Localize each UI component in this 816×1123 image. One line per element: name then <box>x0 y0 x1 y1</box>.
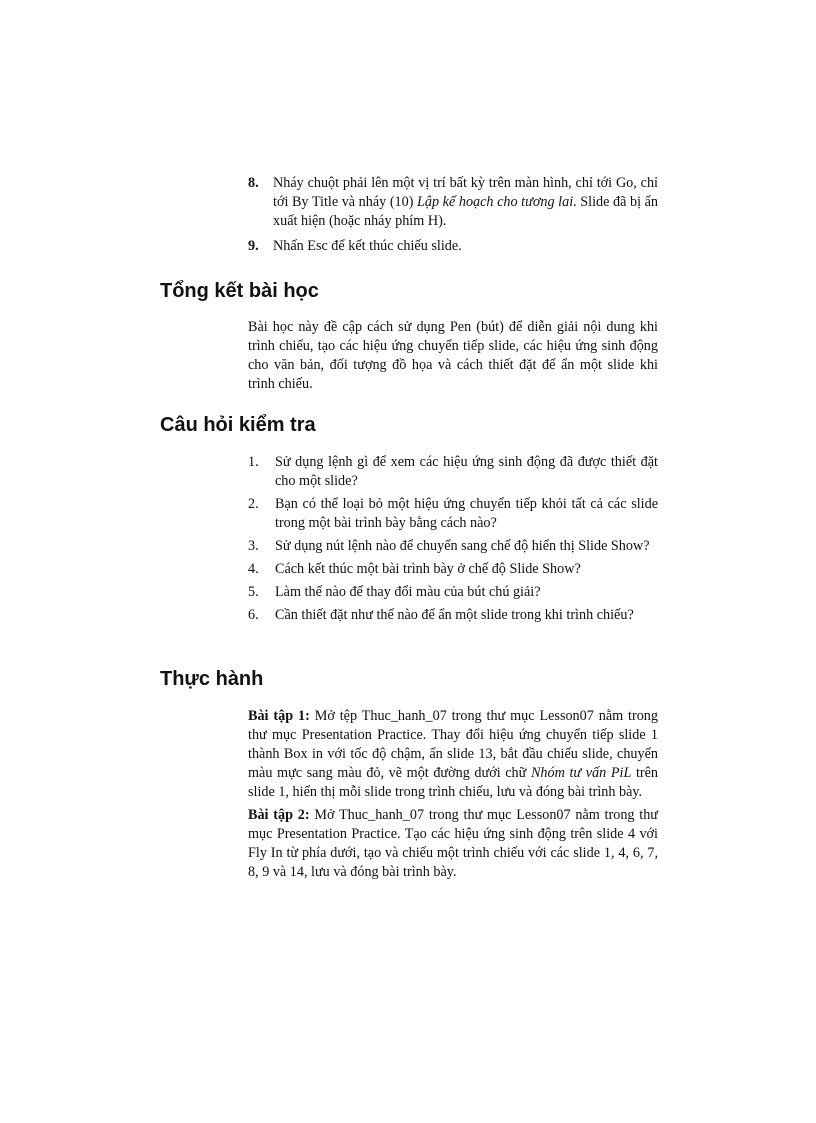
step-text-part: Nháy chuột phải lên một vị trí bất kỳ trên màn hình, chỉ tới Go, chỉ tới By Title và nháy (10) <box>273 175 658 210</box>
exercise-italic: Nhóm tư vấn PiL <box>530 765 632 781</box>
question-number: 3. <box>248 538 259 554</box>
question-text: Sử dụng lệnh gì để xem các hiệu ứng sinh động đã được thiết đặt cho một slide? <box>275 454 658 489</box>
summary-paragraph: Bài học này đề cập cách sử dụng Pen (bút) để diễn giải nội dung khi trình chiếu, tạo các hiệu ứng chuyển tiếp slide, các hiệu ứng sinh động cho văn bản, đối tượng đồ họa và cách thiết đặt để ẩn một slide khi trình chiếu. <box>248 319 658 392</box>
question-item <box>248 495 658 533</box>
question-item <box>248 583 658 602</box>
question-item <box>248 606 658 625</box>
practice-body <box>248 707 658 886</box>
question-item <box>248 453 658 491</box>
exercise-text: trên slide 1, hiển thị mỗi slide trong trình chiếu, lưu và đóng bài trình bày. <box>248 765 659 800</box>
question-number: 6. <box>248 607 259 623</box>
step-text <box>273 174 658 231</box>
step-list <box>248 174 658 262</box>
summary-heading: Tổng kết bài học <box>160 280 319 302</box>
exercise-1 <box>248 707 658 802</box>
question-text: Làm thế nào để thay đổi màu của bút chú giải? <box>275 584 541 600</box>
exercise-label: Bài tập 1: <box>248 708 310 724</box>
step-item <box>248 174 658 231</box>
step-text-part: . Slide đã bị ẩn xuất hiện (hoặc nháy phím H). <box>273 194 658 229</box>
exercise-label: Bài tập 2: <box>248 807 310 823</box>
step-number: 8. <box>248 175 259 191</box>
questions-heading: Câu hỏi kiểm tra <box>160 414 316 436</box>
question-text: Cần thiết đặt như thế nào để ẩn một slide trong khi trình chiếu? <box>275 607 634 623</box>
step-number: 9. <box>248 238 259 254</box>
question-text: Sử dụng nút lệnh nào để chuyển sang chế độ hiển thị Slide Show? <box>275 538 650 554</box>
question-text: Bạn có thể loại bỏ một hiệu ứng chuyển tiếp khỏi tất cả các slide trong một bài trình bày bằng cách nào? <box>275 496 658 531</box>
question-number: 5. <box>248 584 259 600</box>
question-item <box>248 537 658 556</box>
exercise-text: Mở tệp Thuc_hanh_07 trong thư mục Lesson07 nằm trong thư mục Presentation Practice. Thay đổi hiệu ứng chuyển tiếp slide 1 thành Box in với tốc độ chậm, ẩn slide 13, bắt đầu chiếu slide, chuyển màu mực sang màu đỏ, vẽ một đường dưới chữ <box>248 708 658 781</box>
question-number: 4. <box>248 561 259 577</box>
question-list <box>248 453 658 629</box>
question-text: Cách kết thúc một bài trình bày ở chế độ Slide Show? <box>275 561 581 577</box>
exercise-text: Mở Thuc_hanh_07 trong thư mục Lesson07 nằm trong thư mục Presentation Practice. Tạo các hiệu ứng sinh động trên slide 4 với Fly In từ phía dưới, tạo và chiếu một trình chiếu với các slide 1, 4, 6, 7, 8, 9 và 14, lưu và đóng bài trình bày. <box>248 807 658 880</box>
step-text: Nhấn Esc để kết thúc chiếu slide. <box>273 238 462 254</box>
step-item <box>248 237 658 256</box>
question-number: 2. <box>248 496 259 512</box>
practice-heading: Thực hành <box>160 668 264 690</box>
question-number: 1. <box>248 454 259 470</box>
step-italic-title: Lập kế hoạch cho tương lai <box>417 194 574 210</box>
exercise-2 <box>248 806 658 882</box>
question-item <box>248 560 658 579</box>
